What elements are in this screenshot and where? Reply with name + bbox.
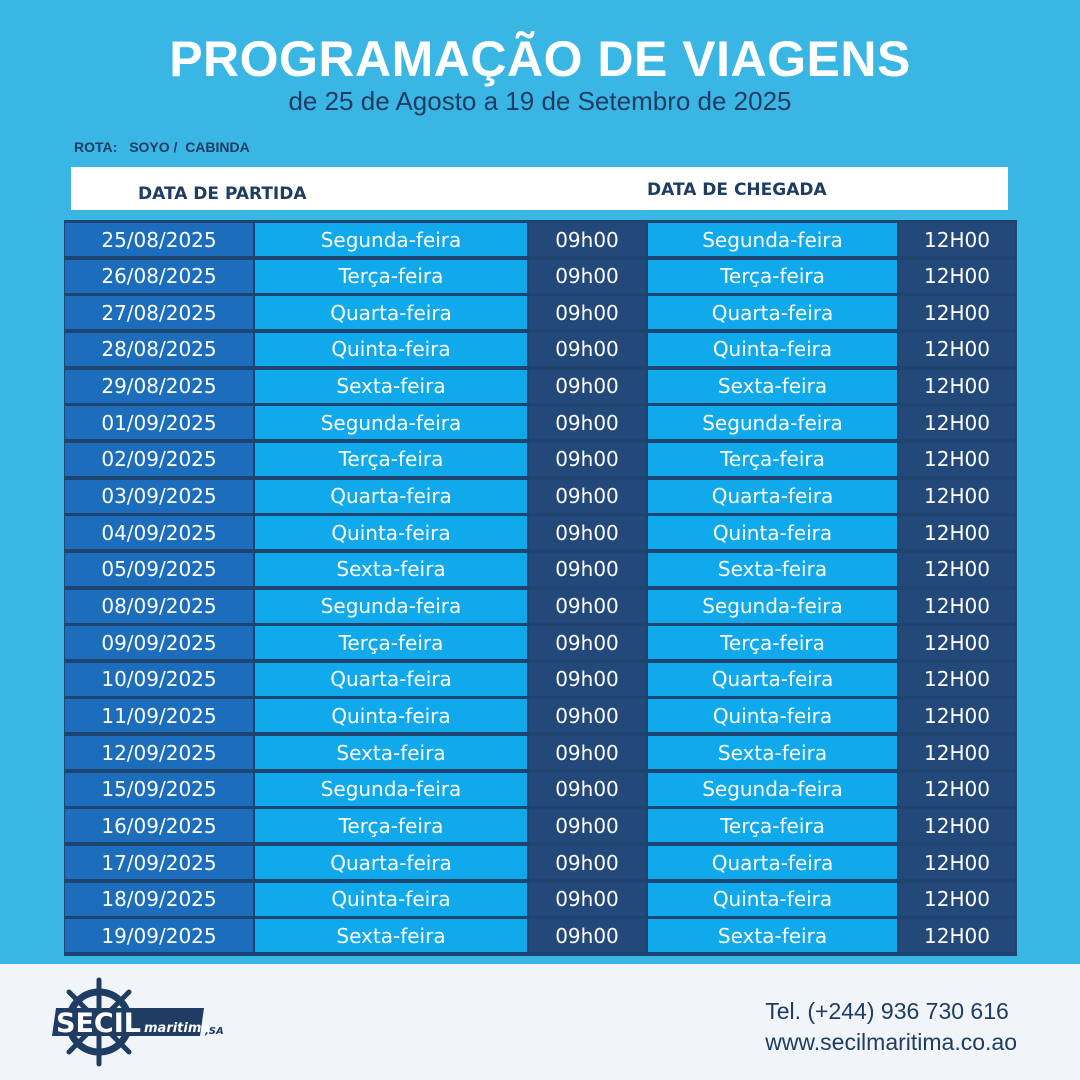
- departure-weekday: Segunda-feira: [255, 406, 527, 439]
- arrival-time: 12H00: [899, 480, 1015, 513]
- departure-weekday: Quinta-feira: [255, 333, 527, 366]
- arrival-weekday: Terça-feira: [648, 809, 897, 842]
- secil-logo: [48, 974, 238, 1070]
- departure-weekday: Terça-feira: [255, 260, 527, 293]
- arrival-time: 12H00: [899, 883, 1015, 916]
- departure-weekday: Terça-feira: [255, 626, 527, 659]
- arrival-time: 12H00: [899, 516, 1015, 549]
- departure-weekday: Quarta-feira: [255, 296, 527, 329]
- departure-weekday: Quinta-feira: [255, 883, 527, 916]
- departure-date: 12/09/2025: [65, 736, 253, 769]
- arrival-weekday: Sexta-feira: [648, 370, 897, 403]
- departure-date: 26/08/2025: [65, 260, 253, 293]
- departure-time: 09h00: [529, 553, 645, 586]
- departure-time: 09h00: [529, 260, 645, 293]
- departure-weekday: Quarta-feira: [255, 846, 527, 879]
- table-row: [64, 367, 1017, 404]
- route-value: SOYO / CABINDA: [129, 139, 250, 155]
- arrival-time: 12H00: [899, 590, 1015, 623]
- arrival-time: 12H00: [899, 333, 1015, 366]
- arrival-weekday: Sexta-feira: [648, 736, 897, 769]
- table-row: [64, 257, 1017, 294]
- ship-wheel-icon: [48, 974, 238, 1070]
- departure-weekday: Quinta-feira: [255, 516, 527, 549]
- arrival-weekday: Terça-feira: [648, 443, 897, 476]
- departure-weekday: Quinta-feira: [255, 699, 527, 732]
- arrival-time: 12H00: [899, 846, 1015, 879]
- table-row: [64, 843, 1017, 880]
- arrival-time: 12H00: [899, 406, 1015, 439]
- arrival-time: 12H00: [899, 919, 1015, 952]
- table-row: [64, 403, 1017, 440]
- arrival-weekday: Quinta-feira: [648, 699, 897, 732]
- departure-time: 09h00: [529, 846, 645, 879]
- departure-weekday: Quarta-feira: [255, 663, 527, 696]
- table-row: [64, 916, 1017, 953]
- departure-weekday: Segunda-feira: [255, 773, 527, 806]
- departure-weekday: Segunda-feira: [255, 223, 527, 256]
- departure-time: 09h00: [529, 480, 645, 513]
- departure-date: 08/09/2025: [65, 590, 253, 623]
- departure-time: 09h00: [529, 736, 645, 769]
- arrival-weekday: Quinta-feira: [648, 883, 897, 916]
- contact-info: [765, 996, 1017, 1058]
- departure-weekday: Terça-feira: [255, 809, 527, 842]
- departure-weekday: Sexta-feira: [255, 553, 527, 586]
- departure-date: 11/09/2025: [65, 699, 253, 732]
- arrival-time: 12H00: [899, 443, 1015, 476]
- table-row: [64, 477, 1017, 514]
- website-link[interactable]: www.secilmaritima.co.ao: [765, 1029, 1017, 1055]
- departure-date: 28/08/2025: [65, 333, 253, 366]
- arrival-weekday: Segunda-feira: [648, 406, 897, 439]
- departure-time: 09h00: [529, 406, 645, 439]
- logo-suffix: maritima: [144, 1021, 211, 1036]
- arrival-weekday: Quarta-feira: [648, 480, 897, 513]
- arrival-time: 12H00: [899, 773, 1015, 806]
- departure-date: 18/09/2025: [65, 883, 253, 916]
- departure-weekday: Quarta-feira: [255, 480, 527, 513]
- departure-time: 09h00: [529, 443, 645, 476]
- logo-brand: SECIL: [56, 1008, 141, 1039]
- departure-date: 04/09/2025: [65, 516, 253, 549]
- table-row: [64, 550, 1017, 587]
- phone-number: Tel. (+244) 936 730 616: [765, 998, 1009, 1024]
- arrival-weekday: Quarta-feira: [648, 846, 897, 879]
- table-row: [64, 770, 1017, 807]
- table-header: [71, 167, 1008, 210]
- arrival-time: 12H00: [899, 809, 1015, 842]
- departure-time: 09h00: [529, 809, 645, 842]
- page-subtitle: de 25 de Agosto a 19 de Setembro de 2025: [288, 86, 792, 116]
- departure-time: 09h00: [529, 223, 645, 256]
- table-row: [64, 220, 1017, 257]
- arrival-header: DATA DE CHEGADA: [647, 180, 827, 200]
- arrival-weekday: Segunda-feira: [648, 590, 897, 623]
- route-info: [74, 139, 258, 155]
- arrival-weekday: Segunda-feira: [648, 773, 897, 806]
- arrival-weekday: Quinta-feira: [648, 333, 897, 366]
- table-row: [64, 330, 1017, 367]
- departure-header: DATA DE PARTIDA: [138, 184, 307, 204]
- departure-date: 02/09/2025: [65, 443, 253, 476]
- departure-time: 09h00: [529, 590, 645, 623]
- table-row: [64, 623, 1017, 660]
- table-row: [64, 440, 1017, 477]
- table-row: [64, 806, 1017, 843]
- departure-weekday: Sexta-feira: [255, 919, 527, 952]
- arrival-weekday: Segunda-feira: [648, 223, 897, 256]
- departure-date: 10/09/2025: [65, 663, 253, 696]
- departure-date: 09/09/2025: [65, 626, 253, 659]
- arrival-weekday: Quarta-feira: [648, 663, 897, 696]
- departure-time: 09h00: [529, 919, 645, 952]
- departure-date: 19/09/2025: [65, 919, 253, 952]
- table-row: [64, 660, 1017, 697]
- departure-date: 05/09/2025: [65, 553, 253, 586]
- arrival-time: 12H00: [899, 553, 1015, 586]
- departure-weekday: Terça-feira: [255, 443, 527, 476]
- table-row: [64, 293, 1017, 330]
- departure-weekday: Sexta-feira: [255, 736, 527, 769]
- departure-date: 27/08/2025: [65, 296, 253, 329]
- departure-date: 15/09/2025: [65, 773, 253, 806]
- departure-date: 29/08/2025: [65, 370, 253, 403]
- table-row: [64, 880, 1017, 917]
- arrival-weekday: Quarta-feira: [648, 296, 897, 329]
- arrival-time: 12H00: [899, 223, 1015, 256]
- departure-weekday: Segunda-feira: [255, 590, 527, 623]
- departure-time: 09h00: [529, 663, 645, 696]
- departure-time: 09h00: [529, 516, 645, 549]
- footer: [0, 964, 1080, 1080]
- departure-date: 01/09/2025: [65, 406, 253, 439]
- departure-date: 16/09/2025: [65, 809, 253, 842]
- departure-date: 17/09/2025: [65, 846, 253, 879]
- arrival-weekday: Terça-feira: [648, 626, 897, 659]
- arrival-time: 12H00: [899, 736, 1015, 769]
- arrival-time: 12H00: [899, 699, 1015, 732]
- table-row: [64, 696, 1017, 733]
- departure-date: 25/08/2025: [65, 223, 253, 256]
- page-title: PROGRAMAÇÃO DE VIAGENS: [169, 31, 911, 87]
- departure-time: 09h00: [529, 626, 645, 659]
- table-row: [64, 587, 1017, 624]
- schedule-table: [64, 220, 1017, 956]
- departure-time: 09h00: [529, 370, 645, 403]
- departure-time: 09h00: [529, 296, 645, 329]
- departure-weekday: Sexta-feira: [255, 370, 527, 403]
- departure-time: 09h00: [529, 773, 645, 806]
- route-label: ROTA:: [74, 139, 118, 155]
- logo-legal: ,SA: [205, 1026, 224, 1037]
- departure-time: 09h00: [529, 883, 645, 916]
- arrival-weekday: Sexta-feira: [648, 553, 897, 586]
- arrival-weekday: Terça-feira: [648, 260, 897, 293]
- table-row: [64, 513, 1017, 550]
- arrival-time: 12H00: [899, 370, 1015, 403]
- arrival-weekday: Sexta-feira: [648, 919, 897, 952]
- arrival-time: 12H00: [899, 296, 1015, 329]
- departure-date: 03/09/2025: [65, 480, 253, 513]
- arrival-weekday: Quinta-feira: [648, 516, 897, 549]
- departure-time: 09h00: [529, 333, 645, 366]
- departure-time: 09h00: [529, 699, 645, 732]
- table-row: [64, 733, 1017, 770]
- arrival-time: 12H00: [899, 626, 1015, 659]
- arrival-time: 12H00: [899, 663, 1015, 696]
- arrival-time: 12H00: [899, 260, 1015, 293]
